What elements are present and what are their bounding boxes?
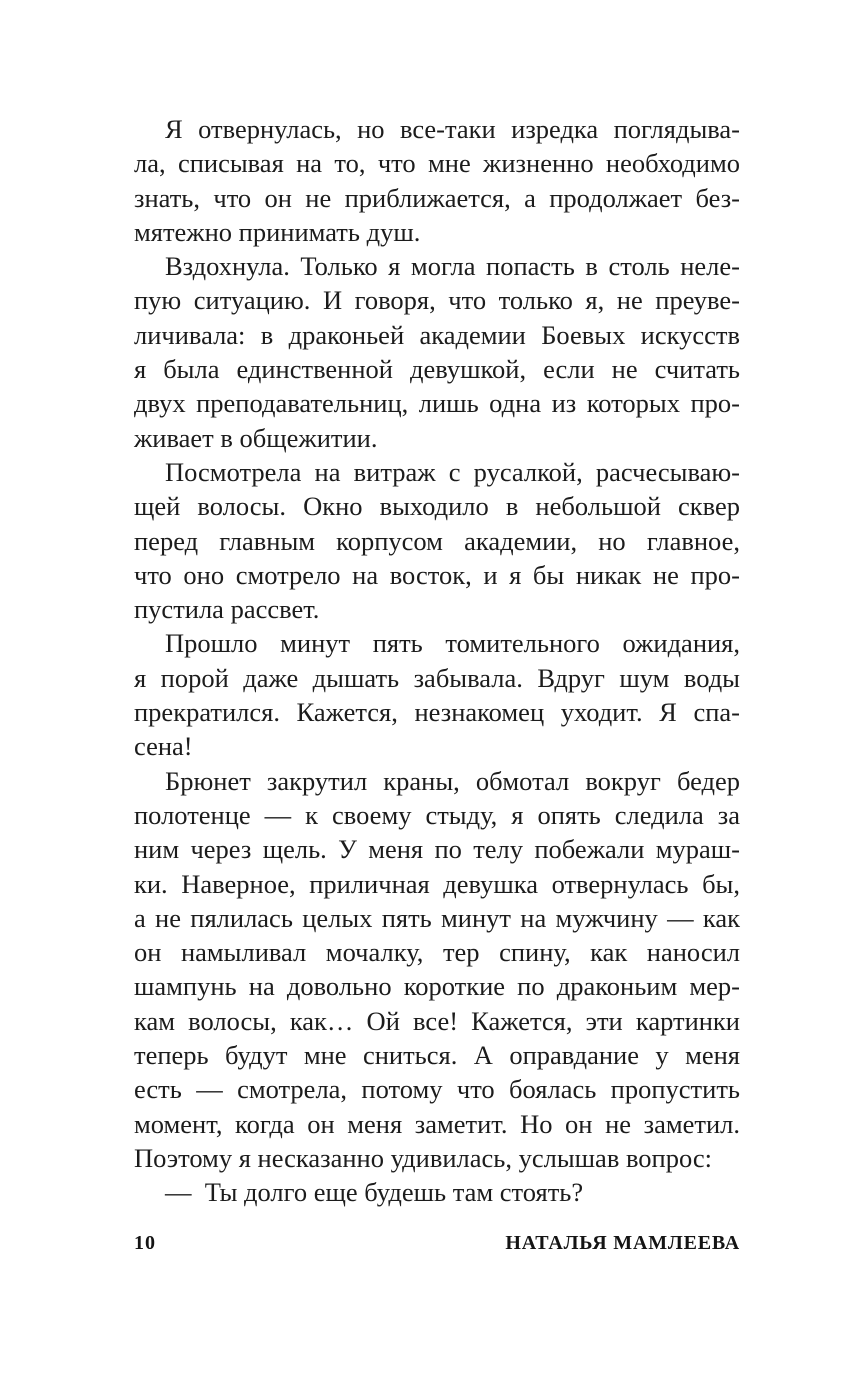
text-line: пую ситуацию. И говоря, что только я, не преуве-: [134, 285, 740, 316]
text-line: личивала: в драконьей академии Боевых искусств: [134, 319, 740, 350]
text-line: Вздохнула. Только я могла попасть в столь неле-: [165, 251, 740, 282]
text-line: а не пялилась целых пять минут на мужчину — как: [134, 902, 740, 933]
text-line: мятежно принимать душ.: [134, 216, 421, 247]
text-line: знать, что он не приближается, а продолжает без-: [134, 182, 740, 213]
text-line: Я отвернулась, но все-таки изредка поглядыва-: [165, 114, 740, 144]
text-line: ла, списывая на то, что мне жизненно необходимо: [134, 148, 740, 179]
text-line: я порой даже дышать забывала. Вдруг шум воды: [134, 662, 740, 693]
text-line: Прошло минут пять томительного ожидания,: [165, 628, 740, 659]
running-title-author: НАТАЛЬЯ МАМЛЕЕВА: [505, 1232, 740, 1254]
paragraph: [134, 249, 740, 455]
text-line: Брюнет закрутил краны, обмотал вокруг бедер: [165, 765, 740, 796]
page-number: 10: [134, 1232, 156, 1254]
text-line: щей волосы. Окно выходило в небольшой сквер: [134, 491, 740, 522]
paragraph: [134, 112, 740, 249]
text-line: он намыливал мочалку, тер спину, как наносил: [134, 937, 740, 968]
text-line: шампунь на довольно короткие по драконьим мер-: [134, 971, 740, 1002]
paragraph: [134, 455, 740, 626]
text-line: теперь будут мне сниться. А оправдание у меня: [134, 1040, 740, 1071]
paragraph: [134, 626, 740, 763]
text-line: Поэтому я несказанно удивилась, услышав вопрос:: [134, 1142, 713, 1173]
paragraph: [134, 1175, 740, 1209]
text-line: я была единственной девушкой, если не считать: [134, 354, 740, 385]
text-line: Посмотрела на витраж с русалкой, расчесываю-: [165, 456, 740, 487]
text-line: полотенце — к своему стыду, я опять следила за: [134, 799, 740, 830]
text-block: [134, 112, 740, 1210]
text-line: живает в общежитии.: [134, 422, 378, 453]
text-line: ним через щель. У меня по телу побежали мураш-: [134, 834, 740, 865]
text-line: ки. Наверное, приличная девушка отвернулась бы,: [134, 868, 740, 899]
text-line: двух преподавательниц, лишь одна из которых про-: [134, 388, 740, 419]
text-line: — Ты долго еще будешь там стоять?: [165, 1177, 584, 1208]
text-line: есть — смотрела, потому что боялась пропустить: [134, 1074, 740, 1105]
text-line: кам волосы, как… Ой все! Кажется, эти картинки: [134, 1005, 740, 1036]
text-line: пустила рассвет.: [134, 594, 320, 625]
text-line: момент, когда он меня заметит. Но он не заметил.: [134, 1108, 740, 1139]
text-line: прекратился. Кажется, незнакомец уходит. Я спа-: [134, 697, 740, 728]
paragraph: [134, 764, 740, 1176]
text-line: перед главным корпусом академии, но главное,: [134, 525, 740, 556]
page-footer: [134, 1232, 740, 1255]
text-line: сена!: [134, 731, 193, 762]
text-line: что оно смотрело на восток, и я бы никак не про-: [134, 559, 740, 590]
